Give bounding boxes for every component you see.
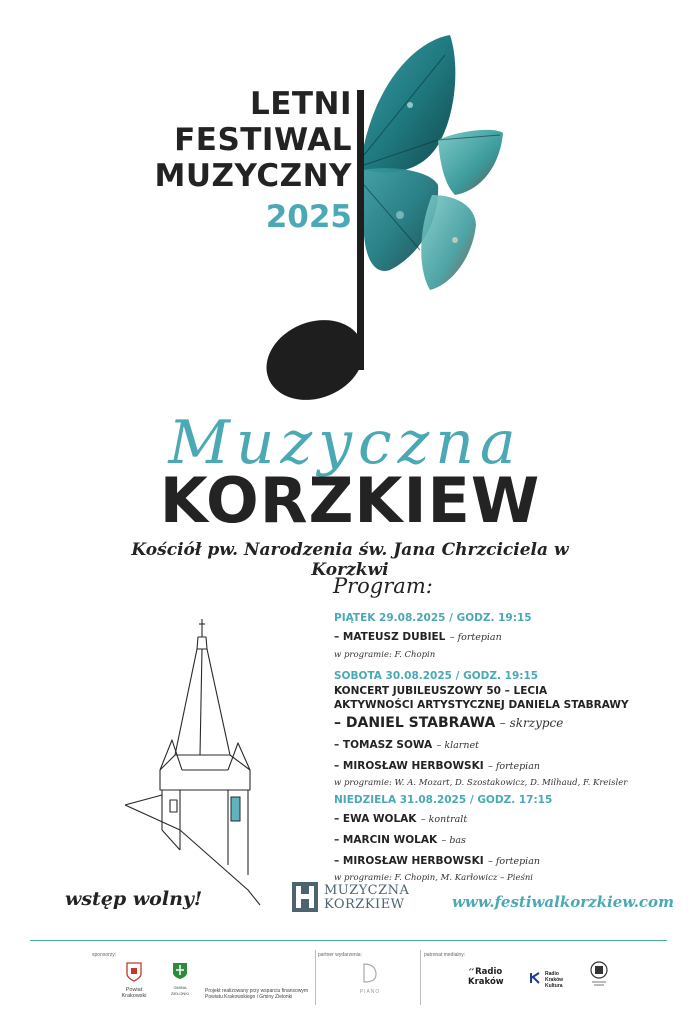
performer-instrument: – bas — [441, 835, 466, 846]
media-radio-krakow — [468, 966, 513, 987]
sponsors-label: sponsorzy: — [92, 952, 117, 958]
logo-line-1: MUZYCZNA — [324, 883, 410, 898]
performer-name: – MATEUSZ DUBIEL — [334, 631, 446, 643]
partner-piano-name: PIANO — [359, 989, 381, 995]
program-heading: Program: — [333, 574, 433, 598]
performer-name: – EWA WOLAK — [334, 813, 417, 825]
coat-of-arms-icon — [172, 962, 188, 980]
sponsor-powiat-name: Powiat Krakowski — [121, 987, 147, 999]
project-note-line-1: Projekt realizowany przy wsparciu finansowym — [205, 988, 309, 994]
sponsor-zielonki-logo — [160, 962, 200, 997]
program-line: w programie: F. Chopin, M. Karłowicz – Pieśni — [334, 873, 534, 883]
title-line-1: LETNI — [249, 86, 352, 122]
day-date-line: SOBOTA 30.08.2025 / GODZ. 19:15 — [334, 670, 539, 682]
sponsor-powiat-logo — [114, 962, 154, 999]
radio-kultura-line-3: Kultura — [545, 983, 563, 989]
media-label: patronat medialny: — [424, 952, 466, 958]
day-date-line: PIĄTEK 29.08.2025 / GODZ. 19:15 — [334, 612, 532, 624]
radio-kultura-name — [545, 971, 563, 989]
festival-year: 2025 — [265, 199, 352, 235]
program-line: w programie: F. Chopin — [334, 650, 436, 660]
performer-instrument: – fortepian — [449, 632, 502, 643]
partner-label: partner wydarzenia: — [318, 952, 362, 958]
sponsor-zielonki-line-2: ZIELONKI — [170, 991, 190, 996]
performer-instrument: – kontralt — [420, 814, 468, 825]
piano-logo-icon — [360, 962, 380, 984]
performer-instrument: – fortepian — [488, 856, 540, 867]
logo-line-2: KORZKIEW — [324, 897, 405, 912]
footer-separator — [420, 950, 421, 1005]
partner-piano-logo — [350, 962, 390, 995]
program-day-friday — [334, 612, 674, 660]
script-title: Muzyczna — [168, 408, 522, 478]
project-note-line-2: Powiatu Krakowskiego i Gminy Zielonki — [205, 994, 293, 1000]
performer-row — [334, 830, 674, 848]
performer-name: – MARCIN WOLAK — [334, 834, 438, 846]
featured-performer-instrument: – skrzypce — [499, 716, 564, 730]
radio-kultura-line-2: Kraków — [545, 977, 564, 983]
radio-krakow-mark-icon: ״ — [468, 966, 476, 977]
free-entry-text: wstęp wolny! — [65, 888, 203, 910]
concert-line-1: KONCERT JUBILEUSZOWY 50 – LECIA — [334, 685, 548, 697]
main-title: KORZKIEW — [159, 464, 541, 537]
performer-instrument: – klarnet — [436, 740, 479, 751]
program-line: w programie: W. A. Mozart, D. Szostakowicz, D. Milhaud, F. Kreisler — [334, 778, 628, 788]
music-note-butterfly-illustration — [260, 35, 510, 405]
church-tower-illustration — [120, 615, 270, 910]
festival-logo — [292, 880, 422, 916]
website-link[interactable]: www.festiwalkorzkiew.com — [452, 893, 674, 911]
day-date-line: NIEDZIELA 31.08.2025 / GODZ. 17:15 — [334, 794, 553, 806]
concert-line-2: AKTYWNOŚCI ARTYSTYCZNEJ DANIELA STABRAWY — [334, 699, 629, 711]
coat-of-arms-icon — [126, 962, 142, 982]
media-third-logo-icon — [588, 960, 610, 988]
sponsor-zielonki-line-1: GMINA — [173, 985, 187, 990]
footer-divider — [30, 940, 667, 941]
title-line-2: FESTIWAL — [174, 122, 352, 158]
performer-row — [334, 809, 674, 827]
performer-row — [334, 735, 684, 753]
performer-row — [334, 756, 684, 774]
program-day-sunday — [334, 794, 674, 883]
logo-mark-icon — [292, 882, 318, 912]
radio-kultura-mark-icon — [530, 972, 542, 984]
title-line-3: MUZYCZNY — [154, 158, 352, 194]
project-note — [205, 988, 308, 1000]
footer-separator — [315, 950, 316, 1005]
program-day-saturday — [334, 670, 684, 788]
radio-krakow-name: Radio Kraków — [468, 967, 504, 987]
performer-name: – MIROSŁAW HERBOWSKI — [334, 760, 484, 772]
featured-performer-name: – DANIEL STABRAWA — [334, 715, 496, 731]
radio-kultura-line-1: Radio — [545, 971, 559, 977]
venue-line: Kościół pw. Narodzenia św. Jana Chrzciciela w Korzkwi — [131, 540, 569, 580]
performer-row — [334, 627, 674, 645]
performer-row — [334, 851, 674, 869]
featured-performer-row — [334, 714, 684, 732]
performer-name: – TOMASZ SOWA — [334, 739, 433, 751]
performer-name: – MIROSŁAW HERBOWSKI — [334, 855, 484, 867]
performer-instrument: – fortepian — [488, 761, 540, 772]
